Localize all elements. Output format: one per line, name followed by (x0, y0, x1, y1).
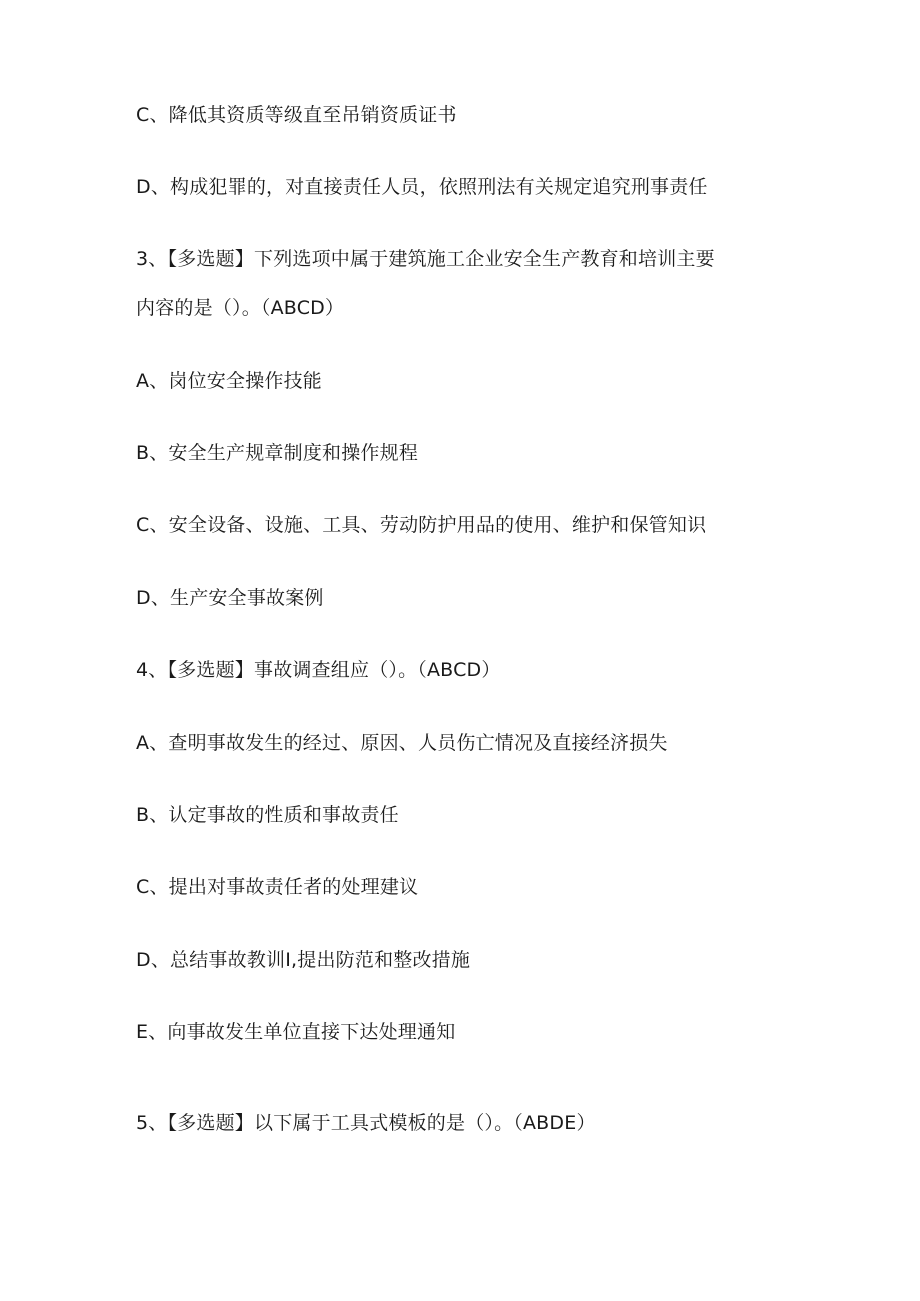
option-d-q2: D、构成犯罪的，对直接责任人员，依照刑法有关规定追究刑事责任 (136, 176, 708, 198)
option-e-q4: E、向事故发生单位直接下达处理通知 (136, 1021, 456, 1043)
option-b-q3: B、安全生产规章制度和操作规程 (136, 442, 419, 464)
question-3-line-2: 内容的是（）。（ABCD） (136, 297, 345, 319)
option-c-q4: C、提出对事故责任者的处理建议 (136, 876, 419, 898)
option-b-q4: B、认定事故的性质和事故责任 (136, 804, 399, 826)
question-5: 5、【多选题】以下属于工具式模板的是（）。（ABDE） (136, 1112, 596, 1134)
option-c-q3: C、安全设备、设施、工具、劳动防护用品的使用、维护和保管知识 (136, 514, 707, 536)
option-d-q3: D、生产安全事故案例 (136, 587, 324, 609)
question-4: 4、【多选题】事故调查组应（）。（ABCD） (136, 659, 501, 681)
question-3-line-1: 3、【多选题】下列选项中属于建筑施工企业安全生产教育和培训主要 (136, 248, 715, 270)
option-d-q4: D、总结事故教训I,提出防范和整改措施 (136, 949, 471, 971)
option-c-q2: C、降低其资质等级直至吊销资质证书 (136, 104, 457, 126)
option-a-q4: A、查明事故发生的经过、原因、人员伤亡情况及直接经济损失 (136, 732, 668, 754)
option-a-q3: A、岗位安全操作技能 (136, 370, 322, 392)
